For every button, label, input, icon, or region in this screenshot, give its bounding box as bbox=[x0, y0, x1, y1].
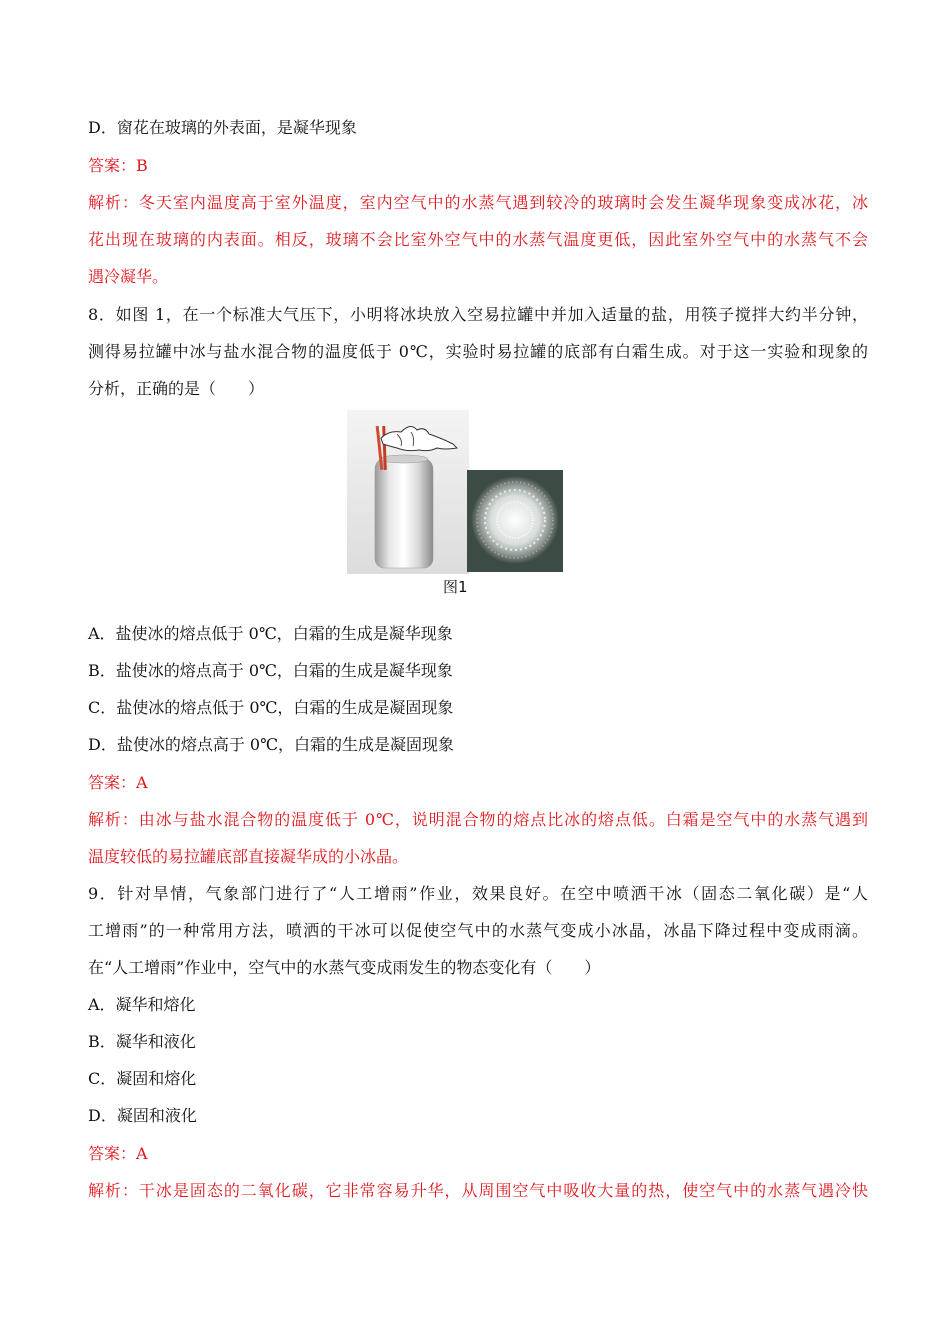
q8-option-c: C．盐使冰的熔点低于 0℃，白霜的生成是凝固现象 bbox=[88, 698, 454, 717]
q8-stem-line-3: 分析，正确的是（ ） bbox=[88, 379, 265, 398]
q8-answer: 答案：A bbox=[88, 773, 148, 792]
q9-stem-line-3: 在“人工增雨”作业中，空气中的水蒸气变成雨发生的物态变化有（ ） bbox=[88, 958, 601, 977]
q9-option-c: C．凝固和熔化 bbox=[88, 1069, 197, 1088]
q8-option-d: D．盐使冰的熔点高于 0℃，白霜的生成是凝固现象 bbox=[88, 735, 454, 754]
q8-option-b: B．盐使冰的熔点高于 0℃，白霜的生成是凝华现象 bbox=[88, 661, 453, 680]
q9-analysis-line-1: 解析：干冰是固态的二氧化碳，它非常容易升华，从周围空气中吸收大量的热，使空气中的水蒸气遇冷快 bbox=[88, 1181, 868, 1200]
q9-answer: 答案：A bbox=[88, 1144, 148, 1163]
q9-stem-line-2: 工增雨”的一种常用方法，喷洒的干冰可以促使空气中的水蒸气变成小冰晶，冰晶下降过程中变成雨滴。 bbox=[88, 921, 868, 940]
q7-analysis-line-2: 花出现在玻璃的内表面。相反，玻璃不会比室外空气中的水蒸气温度更低，因此室外空气中的水蒸气不会 bbox=[88, 230, 868, 249]
q9-option-b: B．凝华和液化 bbox=[88, 1032, 196, 1051]
q8-stem-line-2: 测得易拉罐中冰与盐水混合物的温度低于 0℃，实验时易拉罐的底部有白霜生成。对于这一实验和现象的 bbox=[88, 342, 868, 361]
q8-stem-line-1: 8．如图 1，在一个标准大气压下，小明将冰块放入空易拉罐中并加入适量的盐，用筷子搅拌大约半分钟， bbox=[88, 305, 868, 324]
q9-option-d: D．凝固和液化 bbox=[88, 1106, 197, 1125]
can-top bbox=[380, 455, 428, 463]
q7-option-d: D．窗花在玻璃的外表面，是凝华现象 bbox=[88, 118, 357, 137]
q8-option-a: A．盐使冰的熔点低于 0℃，白霜的生成是凝华现象 bbox=[88, 624, 453, 643]
q7-analysis-line-1: 解析：冬天室内温度高于室外温度，室内空气中的水蒸气遇到较冷的玻璃时会发生凝华现象变成冰花，冰 bbox=[88, 193, 868, 212]
q8-analysis-line-2: 温度较低的易拉罐底部直接凝华成的小冰晶。 bbox=[88, 847, 409, 866]
q9-option-a: A．凝华和熔化 bbox=[88, 995, 196, 1014]
q7-analysis-line-3: 遇冷凝华。 bbox=[88, 267, 169, 286]
figure-can-frost bbox=[345, 408, 567, 598]
q8-analysis-line-1: 解析：由冰与盐水混合物的温度低于 0℃，说明混合物的熔点比冰的熔点低。白霜是空气中的水蒸气遇到 bbox=[88, 810, 868, 829]
can-body bbox=[375, 458, 433, 568]
q7-answer: 答案：B bbox=[88, 156, 148, 175]
figure-caption: 图1 bbox=[443, 578, 468, 596]
q9-stem-line-1: 9．针对旱情，气象部门进行了“人工增雨”作业，效果良好。在空中喷洒干冰（固态二氧化碳）是“人 bbox=[88, 884, 868, 903]
